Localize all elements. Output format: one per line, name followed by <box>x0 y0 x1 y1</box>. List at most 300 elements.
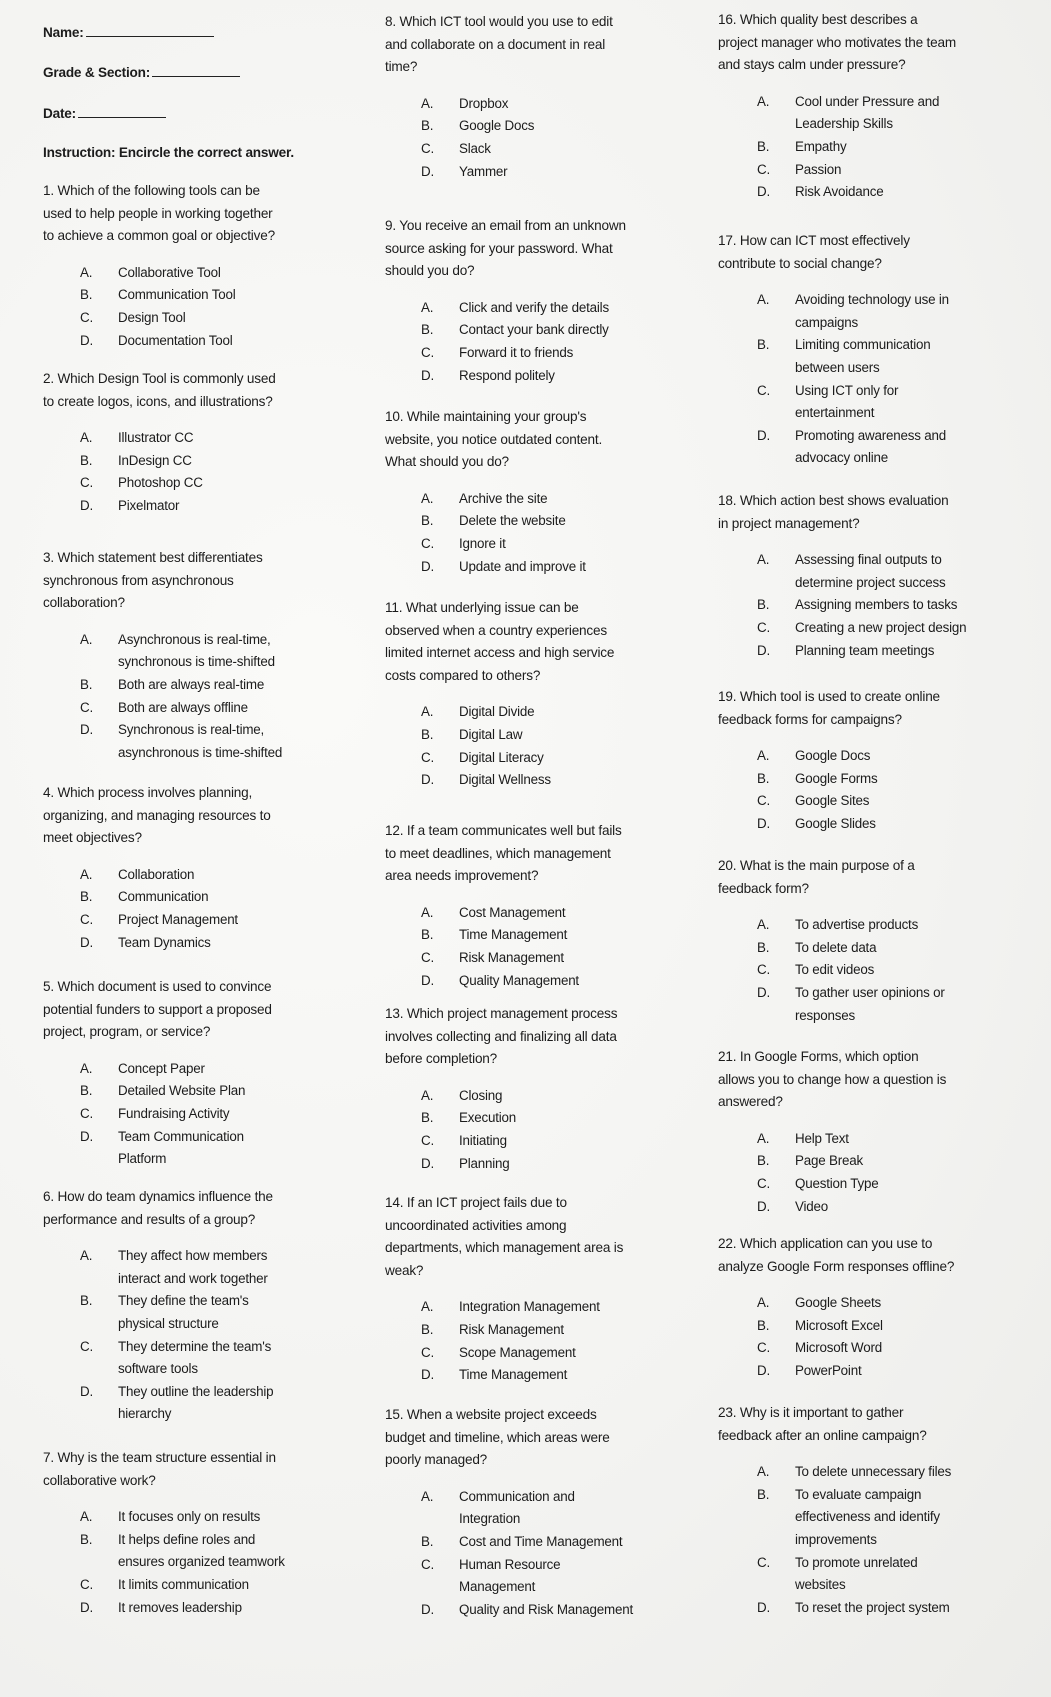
answer-option-a[interactable] <box>757 1128 1018 1151</box>
option-letter: B. <box>421 1110 434 1126</box>
question-stem-line: 10. While maintaining your group's <box>385 409 587 424</box>
answer-option-d[interactable] <box>757 425 1018 470</box>
answer-option-d[interactable] <box>80 1381 343 1426</box>
option-text <box>118 697 343 720</box>
answer-options <box>757 1128 1018 1218</box>
option-text <box>459 1085 685 1108</box>
answer-options <box>757 91 1018 204</box>
answer-option-d[interactable] <box>757 813 1018 836</box>
answer-option-a[interactable] <box>80 1506 343 1529</box>
option-text-line: Cost Management <box>459 904 566 920</box>
answer-option-c[interactable] <box>80 1103 343 1126</box>
option-text <box>118 932 343 955</box>
question-12 <box>385 820 685 992</box>
answer-option-c[interactable] <box>80 1336 343 1381</box>
answer-option-c[interactable] <box>421 747 685 770</box>
option-letter: C. <box>80 475 93 491</box>
option-text <box>118 674 343 697</box>
answer-option-c[interactable] <box>421 947 685 970</box>
question-stem-line: collaborative work? <box>43 1472 156 1488</box>
option-text-line: Delete the website <box>459 513 566 529</box>
answer-option-d[interactable] <box>421 161 685 184</box>
option-text <box>459 138 685 161</box>
grade-section-blank-line[interactable] <box>152 75 240 77</box>
option-letter: B. <box>421 513 434 529</box>
option-text-line: campaigns <box>795 314 858 330</box>
answer-option-d[interactable] <box>757 1360 1018 1383</box>
option-text-line: Ignore it <box>459 535 506 551</box>
question-stem-line: observed when a country experiences <box>385 622 607 638</box>
answer-option-d[interactable] <box>757 640 1018 663</box>
answer-option-c[interactable] <box>421 1130 685 1153</box>
option-letter: A. <box>757 552 770 568</box>
answer-options <box>757 1292 1018 1382</box>
answer-option-c[interactable] <box>757 1552 1018 1597</box>
answer-option-b[interactable] <box>421 1531 685 1554</box>
option-letter: D. <box>421 1601 434 1617</box>
question-10 <box>385 406 685 578</box>
question-17 <box>718 230 1018 470</box>
option-letter: D. <box>80 1599 93 1615</box>
question-stem <box>718 855 1018 900</box>
answer-option-b[interactable] <box>757 1315 1018 1338</box>
question-stem-line: project, program, or service? <box>43 1024 211 1040</box>
option-text <box>795 594 1018 617</box>
question-stem-line: 13. Which project management process <box>385 1006 618 1021</box>
option-text <box>795 640 1018 663</box>
question-stem-line: used to help people in working together <box>43 205 273 221</box>
answer-option-a[interactable] <box>80 427 343 450</box>
option-letter: A. <box>757 93 770 109</box>
name-blank-line[interactable] <box>86 35 214 37</box>
option-letter: C. <box>421 749 434 765</box>
answer-option-a[interactable] <box>421 1085 685 1108</box>
question-stem <box>718 230 1018 275</box>
option-text-line: Scope Management <box>459 1344 576 1360</box>
option-text-line: Synchronous is real-time, <box>118 722 265 738</box>
question-stem <box>718 490 1018 535</box>
question-22 <box>718 1233 1018 1383</box>
option-letter: B. <box>80 676 93 692</box>
option-letter: B. <box>757 1153 770 1169</box>
question-stem-line: 22. Which application can you use to <box>718 1236 933 1251</box>
answer-option-c[interactable] <box>757 790 1018 813</box>
option-letter: C. <box>80 309 93 325</box>
answer-option-a[interactable] <box>757 289 1018 334</box>
option-text-line: Communication <box>118 889 209 905</box>
answer-option-c[interactable] <box>421 533 685 556</box>
question-stem <box>385 11 685 79</box>
option-text-line: Google Sites <box>795 793 870 809</box>
option-letter: D. <box>80 1128 93 1144</box>
option-text-line: Risk Management <box>459 1321 564 1337</box>
answer-option-a[interactable] <box>80 1058 343 1081</box>
option-letter: B. <box>80 452 93 468</box>
option-text-line: Assessing final outputs to <box>795 552 942 568</box>
answer-option-b[interactable] <box>80 1529 343 1574</box>
option-letter: A. <box>421 1299 434 1315</box>
option-letter: D. <box>421 367 434 383</box>
option-text-line: asynchronous is time-shifted <box>118 744 283 760</box>
option-text-line: Detailed Website Plan <box>118 1083 246 1099</box>
question-stem-line: involves collecting and finalizing all data <box>385 1028 617 1044</box>
answer-option-d[interactable] <box>421 769 685 792</box>
option-letter: A. <box>757 748 770 764</box>
option-text-line: Cool under Pressure and <box>795 93 940 109</box>
answer-option-d[interactable] <box>80 1126 343 1171</box>
option-text-line: Digital Wellness <box>459 772 551 788</box>
option-text <box>118 1597 343 1620</box>
answer-option-a[interactable] <box>757 1461 1018 1484</box>
option-text <box>118 427 343 450</box>
answer-option-b[interactable] <box>80 284 343 307</box>
question-stem <box>43 1447 343 1492</box>
answer-option-a[interactable] <box>757 549 1018 594</box>
option-text-line: Team Dynamics <box>118 934 211 950</box>
answer-option-c[interactable] <box>421 1342 685 1365</box>
option-text-line: Update and improve it <box>459 558 586 574</box>
question-stem-line: limited internet access and high service <box>385 645 615 661</box>
option-text-line: Yammer <box>459 163 508 179</box>
question-stem <box>718 1233 1018 1278</box>
answer-options <box>80 1245 343 1426</box>
option-letter: D. <box>421 163 434 179</box>
question-stem-line: and collaborate on a document in real <box>385 36 606 52</box>
option-letter: D. <box>421 558 434 574</box>
option-letter: B. <box>757 1486 770 1502</box>
answer-option-d[interactable] <box>80 932 343 955</box>
date-field <box>43 103 343 126</box>
option-text-line: Human Resource <box>459 1556 561 1572</box>
answer-option-d[interactable] <box>80 495 343 518</box>
answer-option-c[interactable] <box>80 307 343 330</box>
question-stem-line: 17. How can ICT most effectively <box>718 233 910 248</box>
option-letter: B. <box>421 322 434 338</box>
question-stem-line: 16. Which quality best describes a <box>718 12 918 27</box>
answer-option-a[interactable] <box>421 902 685 925</box>
option-text-line: To delete unnecessary files <box>795 1464 952 1480</box>
option-text <box>118 1529 343 1574</box>
option-letter: B. <box>80 1293 93 1309</box>
answer-option-a[interactable] <box>421 297 685 320</box>
answer-option-b[interactable] <box>421 1107 685 1130</box>
answer-option-c[interactable] <box>80 697 343 720</box>
option-text-line: Question Type <box>795 1175 879 1191</box>
answer-option-c[interactable] <box>80 1574 343 1597</box>
answer-option-b[interactable] <box>421 115 685 138</box>
date-blank-line[interactable] <box>78 116 166 118</box>
option-text <box>795 937 1018 960</box>
name-field <box>43 22 343 45</box>
answer-option-d[interactable] <box>757 982 1018 1027</box>
answer-option-a[interactable] <box>80 262 343 285</box>
answer-option-a[interactable] <box>421 93 685 116</box>
option-text <box>459 769 685 792</box>
answer-option-b[interactable] <box>421 319 685 342</box>
answer-option-c[interactable] <box>421 1554 685 1599</box>
option-text <box>795 790 1018 813</box>
answer-option-d[interactable] <box>421 556 685 579</box>
question-stem-line: collaboration? <box>43 595 125 611</box>
answer-option-a[interactable] <box>757 1292 1018 1315</box>
answer-option-a[interactable] <box>80 1245 343 1290</box>
option-letter: A. <box>80 1060 93 1076</box>
option-text-line: To reset the project system <box>795 1599 950 1615</box>
answer-option-b[interactable] <box>421 924 685 947</box>
option-text <box>459 701 685 724</box>
answer-option-d[interactable] <box>757 1196 1018 1219</box>
question-stem <box>385 406 685 474</box>
answer-option-b[interactable] <box>80 886 343 909</box>
answer-option-b[interactable] <box>757 1484 1018 1552</box>
question-stem <box>43 1186 343 1231</box>
option-text-line: Execution <box>459 1110 517 1126</box>
question-stem-line: uncoordinated activities among <box>385 1217 567 1233</box>
option-text <box>795 159 1018 182</box>
answer-option-a[interactable] <box>421 1296 685 1319</box>
answer-options <box>421 1085 685 1175</box>
question-14 <box>385 1192 685 1387</box>
option-letter: A. <box>421 299 434 315</box>
option-letter: A. <box>421 95 434 111</box>
answer-option-b[interactable] <box>757 334 1018 379</box>
answer-option-b[interactable] <box>757 594 1018 617</box>
option-letter: B. <box>757 939 770 955</box>
option-text-line: Google Docs <box>459 118 535 134</box>
option-text-line: They define the team's <box>118 1293 249 1309</box>
option-text-line: Digital Literacy <box>459 749 544 765</box>
question-stem-line: analyze Google Form responses offline? <box>718 1258 955 1274</box>
option-text <box>118 450 343 473</box>
option-letter: C. <box>80 911 93 927</box>
option-text <box>459 1599 685 1622</box>
question-stem-line: source asking for your password. What <box>385 240 613 256</box>
option-text <box>795 91 1018 136</box>
answer-option-a[interactable] <box>757 745 1018 768</box>
question-stem <box>385 597 685 687</box>
answer-option-c[interactable] <box>80 472 343 495</box>
answer-options <box>421 488 685 578</box>
option-text-line: Concept Paper <box>118 1060 205 1076</box>
option-letter: D. <box>757 1362 770 1378</box>
answer-option-b[interactable] <box>757 937 1018 960</box>
question-stem-line: feedback forms for campaigns? <box>718 711 902 727</box>
answer-option-c[interactable] <box>757 159 1018 182</box>
answer-option-a[interactable] <box>421 488 685 511</box>
option-letter: A. <box>80 430 93 446</box>
option-text-line: Empathy <box>795 138 847 154</box>
question-stem-line: meet objectives? <box>43 830 142 846</box>
answer-option-a[interactable] <box>80 629 343 674</box>
option-text-line: Limiting communication <box>795 337 931 353</box>
option-letter: A. <box>757 1464 770 1480</box>
answer-option-b[interactable] <box>421 1319 685 1342</box>
option-text <box>459 1531 685 1554</box>
option-text <box>118 262 343 285</box>
answer-option-c[interactable] <box>757 1337 1018 1360</box>
answer-option-b[interactable] <box>757 768 1018 791</box>
option-text-line: Pixelmator <box>118 497 180 513</box>
option-letter: C. <box>421 1344 434 1360</box>
option-text-line: They outline the leadership <box>118 1383 274 1399</box>
answer-option-b[interactable] <box>421 510 685 533</box>
option-text <box>118 864 343 887</box>
option-letter: C. <box>421 344 434 360</box>
option-text-line: hierarchy <box>118 1406 172 1422</box>
answer-options <box>757 549 1018 662</box>
option-letter: C. <box>757 1554 770 1570</box>
option-letter: C. <box>757 382 770 398</box>
option-text-line: Forward it to friends <box>459 344 574 360</box>
answer-option-b[interactable] <box>421 724 685 747</box>
option-letter: C. <box>80 1105 93 1121</box>
option-text-line: Platform <box>118 1151 167 1167</box>
option-text-line: Digital Law <box>459 726 523 742</box>
option-text <box>118 1245 343 1290</box>
answer-option-d[interactable] <box>421 1599 685 1622</box>
question-stem-line: area needs improvement? <box>385 868 539 884</box>
option-text <box>795 1292 1018 1315</box>
answer-option-c[interactable] <box>757 959 1018 982</box>
option-text-line: Using ICT only for <box>795 382 899 398</box>
option-letter: D. <box>757 1198 770 1214</box>
answer-option-d[interactable] <box>80 719 343 764</box>
option-text <box>795 914 1018 937</box>
answer-option-d[interactable] <box>757 181 1018 204</box>
option-letter: B. <box>757 138 770 154</box>
question-stem-line: 3. Which statement best differentiates <box>43 550 263 565</box>
question-stem-line: 9. You receive an email from an unknown <box>385 218 626 233</box>
answer-option-d[interactable] <box>421 970 685 993</box>
option-text <box>795 617 1018 640</box>
option-text <box>459 161 685 184</box>
answer-option-a[interactable] <box>757 914 1018 937</box>
question-stem-line: project manager who motivates the team <box>718 34 956 50</box>
answer-option-a[interactable] <box>421 701 685 724</box>
option-text <box>459 1554 685 1599</box>
option-text <box>118 1574 343 1597</box>
question-6 <box>43 1186 343 1426</box>
question-stem-line: answered? <box>718 1094 783 1110</box>
answer-option-d[interactable] <box>421 1153 685 1176</box>
option-text <box>459 1364 685 1387</box>
option-letter: B. <box>80 1531 93 1547</box>
question-stem-line: allows you to change how a question is <box>718 1071 947 1087</box>
question-stem-line: should you do? <box>385 263 475 279</box>
option-letter: A. <box>757 1295 770 1311</box>
option-text <box>118 1058 343 1081</box>
option-text <box>118 629 343 674</box>
question-13 <box>385 1003 685 1175</box>
option-text <box>795 1196 1018 1219</box>
answer-option-d[interactable] <box>421 1364 685 1387</box>
question-stem-line: performance and results of a group? <box>43 1211 256 1227</box>
option-text-line: Dropbox <box>459 95 509 111</box>
question-stem-line: costs compared to others? <box>385 667 541 683</box>
option-text-line: Communication and <box>459 1488 575 1504</box>
question-15 <box>385 1404 685 1621</box>
option-text <box>795 1360 1018 1383</box>
question-stem <box>718 686 1018 731</box>
option-letter: A. <box>757 1130 770 1146</box>
answer-option-b[interactable] <box>80 1080 343 1103</box>
answer-option-d[interactable] <box>757 1597 1018 1620</box>
option-letter: D. <box>80 332 93 348</box>
option-text <box>795 1315 1018 1338</box>
answer-option-b[interactable] <box>757 1150 1018 1173</box>
option-text <box>459 1342 685 1365</box>
question-stem <box>718 1046 1018 1114</box>
answer-option-a[interactable] <box>757 91 1018 136</box>
option-text <box>459 947 685 970</box>
option-text <box>118 1290 343 1335</box>
option-letter: D. <box>757 184 770 200</box>
option-text-line: To gather user opinions or <box>795 984 945 1000</box>
answer-option-d[interactable] <box>421 365 685 388</box>
answer-option-d[interactable] <box>80 1597 343 1620</box>
option-text-line: Illustrator CC <box>118 430 194 446</box>
answer-option-b[interactable] <box>80 674 343 697</box>
option-text-line: Google Slides <box>795 815 876 831</box>
option-letter: D. <box>757 642 770 658</box>
answer-option-c[interactable] <box>80 909 343 932</box>
option-text <box>118 1080 343 1103</box>
option-text <box>459 510 685 533</box>
option-text-line: Quality Management <box>459 972 579 988</box>
option-text <box>459 1130 685 1153</box>
question-stem-line: 20. What is the main purpose of a <box>718 858 915 873</box>
option-text-line: They affect how members <box>118 1248 268 1264</box>
answer-option-a[interactable] <box>421 1486 685 1531</box>
answer-option-d[interactable] <box>80 330 343 353</box>
option-letter: C. <box>80 1338 93 1354</box>
question-stem-line: What should you do? <box>385 454 509 470</box>
question-8 <box>385 11 685 183</box>
answer-option-c[interactable] <box>421 342 685 365</box>
option-text-line: advocacy online <box>795 450 889 466</box>
option-text-line: Design Tool <box>118 309 186 325</box>
option-text-line: Closing <box>459 1087 503 1103</box>
answer-option-a[interactable] <box>80 864 343 887</box>
option-text-line: websites <box>795 1577 846 1593</box>
answer-options <box>80 629 343 765</box>
option-text <box>795 813 1018 836</box>
question-stem <box>43 547 343 615</box>
option-letter: D. <box>421 1367 434 1383</box>
option-text-line: Both are always real-time <box>118 676 265 692</box>
option-letter: B. <box>80 889 93 905</box>
option-letter: B. <box>757 597 770 613</box>
question-4 <box>43 782 343 954</box>
answer-option-b[interactable] <box>80 1290 343 1335</box>
question-stem-line: budget and timeline, which areas were <box>385 1429 610 1445</box>
answer-option-b[interactable] <box>757 136 1018 159</box>
option-text <box>118 284 343 307</box>
option-text <box>118 1336 343 1381</box>
answer-option-c[interactable] <box>757 380 1018 425</box>
option-text <box>118 495 343 518</box>
option-text <box>459 1486 685 1531</box>
option-letter: D. <box>80 497 93 513</box>
answer-option-c[interactable] <box>421 138 685 161</box>
answer-option-c[interactable] <box>757 617 1018 640</box>
option-text <box>118 1381 343 1426</box>
answer-option-b[interactable] <box>80 450 343 473</box>
option-letter: A. <box>80 1248 93 1264</box>
option-text-line: Microsoft Word <box>795 1340 882 1356</box>
question-stem <box>43 976 343 1044</box>
answer-option-c[interactable] <box>757 1173 1018 1196</box>
